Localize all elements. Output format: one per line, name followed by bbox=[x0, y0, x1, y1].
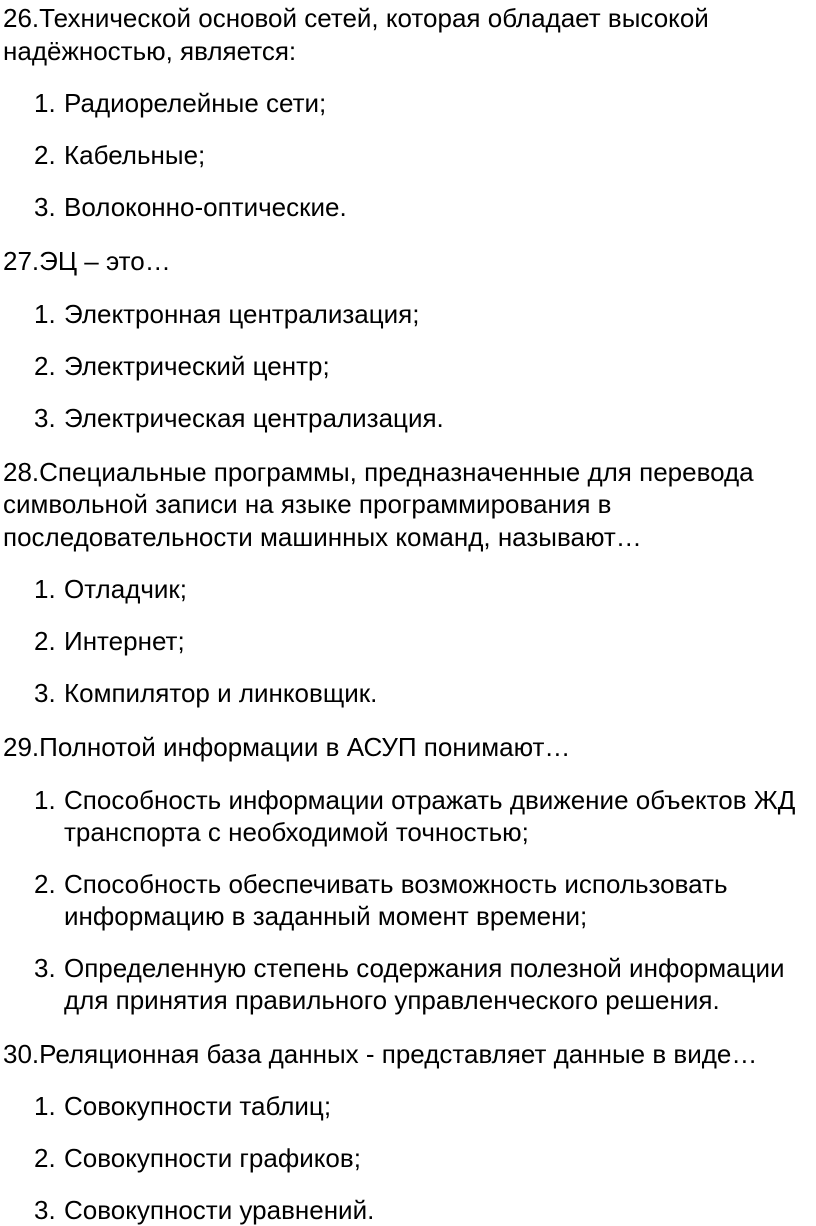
option-text: Совокупности графиков; bbox=[64, 1142, 816, 1174]
answer-option bbox=[3, 625, 816, 657]
question-body: Технической основой сетей, которая обладает высокой надёжностью, является: bbox=[3, 3, 709, 66]
option-number: 2. bbox=[3, 350, 64, 382]
option-text: Электрическая централизация. bbox=[64, 402, 816, 434]
question-number: 27. bbox=[3, 246, 39, 276]
answer-option bbox=[3, 1090, 816, 1122]
option-text: Отладчик; bbox=[64, 573, 816, 605]
question-body: Специальные программы, предназначенные для перевода символьной записи на языке программирования в последовательности машинных команд, называют… bbox=[3, 457, 754, 552]
question-29 bbox=[3, 731, 816, 1016]
question-body: ЭЦ – это… bbox=[39, 246, 171, 276]
answer-option bbox=[3, 677, 816, 709]
option-number: 3. bbox=[3, 677, 64, 709]
option-number: 3. bbox=[3, 402, 64, 434]
question-27 bbox=[3, 245, 816, 434]
question-26 bbox=[3, 2, 816, 223]
answer-option bbox=[3, 87, 816, 119]
answer-option bbox=[3, 573, 816, 605]
answer-options bbox=[3, 1090, 816, 1226]
option-text: Способность обеспечивать возможность использовать информацию в заданный момент времени; bbox=[64, 868, 816, 932]
question-number: 26. bbox=[3, 3, 39, 33]
question-body: Реляционная база данных - представляет данные в виде… bbox=[39, 1039, 757, 1069]
question-number: 29. bbox=[3, 732, 39, 762]
option-text: Совокупности таблиц; bbox=[64, 1090, 816, 1122]
answer-option bbox=[3, 868, 816, 932]
option-text: Компилятор и линковщик. bbox=[64, 677, 816, 709]
question-text bbox=[3, 731, 816, 764]
question-text bbox=[3, 456, 816, 554]
option-number: 2. bbox=[3, 139, 64, 171]
option-number: 2. bbox=[3, 1142, 64, 1174]
answer-options bbox=[3, 573, 816, 709]
answer-option bbox=[3, 1142, 816, 1174]
option-number: 1. bbox=[3, 298, 64, 330]
question-number: 28. bbox=[3, 457, 39, 487]
option-number: 2. bbox=[3, 625, 64, 657]
option-text: Электрический центр; bbox=[64, 350, 816, 382]
option-number: 3. bbox=[3, 952, 64, 1016]
answer-options bbox=[3, 784, 816, 1016]
option-text: Совокупности уравнений. bbox=[64, 1194, 816, 1226]
option-text: Кабельные; bbox=[64, 139, 816, 171]
option-number: 1. bbox=[3, 573, 64, 605]
question-body: Полнотой информации в АСУП понимают… bbox=[39, 732, 570, 762]
question-text bbox=[3, 245, 816, 278]
question-number: 30. bbox=[3, 1039, 39, 1069]
answer-option bbox=[3, 191, 816, 223]
answer-option bbox=[3, 1194, 816, 1226]
answer-option bbox=[3, 952, 816, 1016]
option-text: Электронная централизация; bbox=[64, 298, 816, 330]
option-number: 3. bbox=[3, 191, 64, 223]
option-text: Способность информации отражать движение объектов ЖД транспорта с необходимой точностью; bbox=[64, 784, 816, 848]
question-text bbox=[3, 1038, 816, 1071]
option-number: 1. bbox=[3, 784, 64, 848]
question-text bbox=[3, 2, 816, 67]
option-number: 3. bbox=[3, 1194, 64, 1226]
answer-option bbox=[3, 350, 816, 382]
answer-option bbox=[3, 402, 816, 434]
document bbox=[0, 2, 816, 1226]
answer-option bbox=[3, 784, 816, 848]
answer-option bbox=[3, 298, 816, 330]
option-text: Интернет; bbox=[64, 625, 816, 657]
option-text: Волоконно-оптические. bbox=[64, 191, 816, 223]
question-28 bbox=[3, 456, 816, 710]
option-number: 1. bbox=[3, 1090, 64, 1122]
option-text: Определенную степень содержания полезной информации для принятия правильного управленческого решения. bbox=[64, 952, 816, 1016]
option-number: 1. bbox=[3, 87, 64, 119]
option-number: 2. bbox=[3, 868, 64, 932]
answer-options bbox=[3, 298, 816, 434]
answer-option bbox=[3, 139, 816, 171]
option-text: Радиорелейные сети; bbox=[64, 87, 816, 119]
answer-options bbox=[3, 87, 816, 223]
